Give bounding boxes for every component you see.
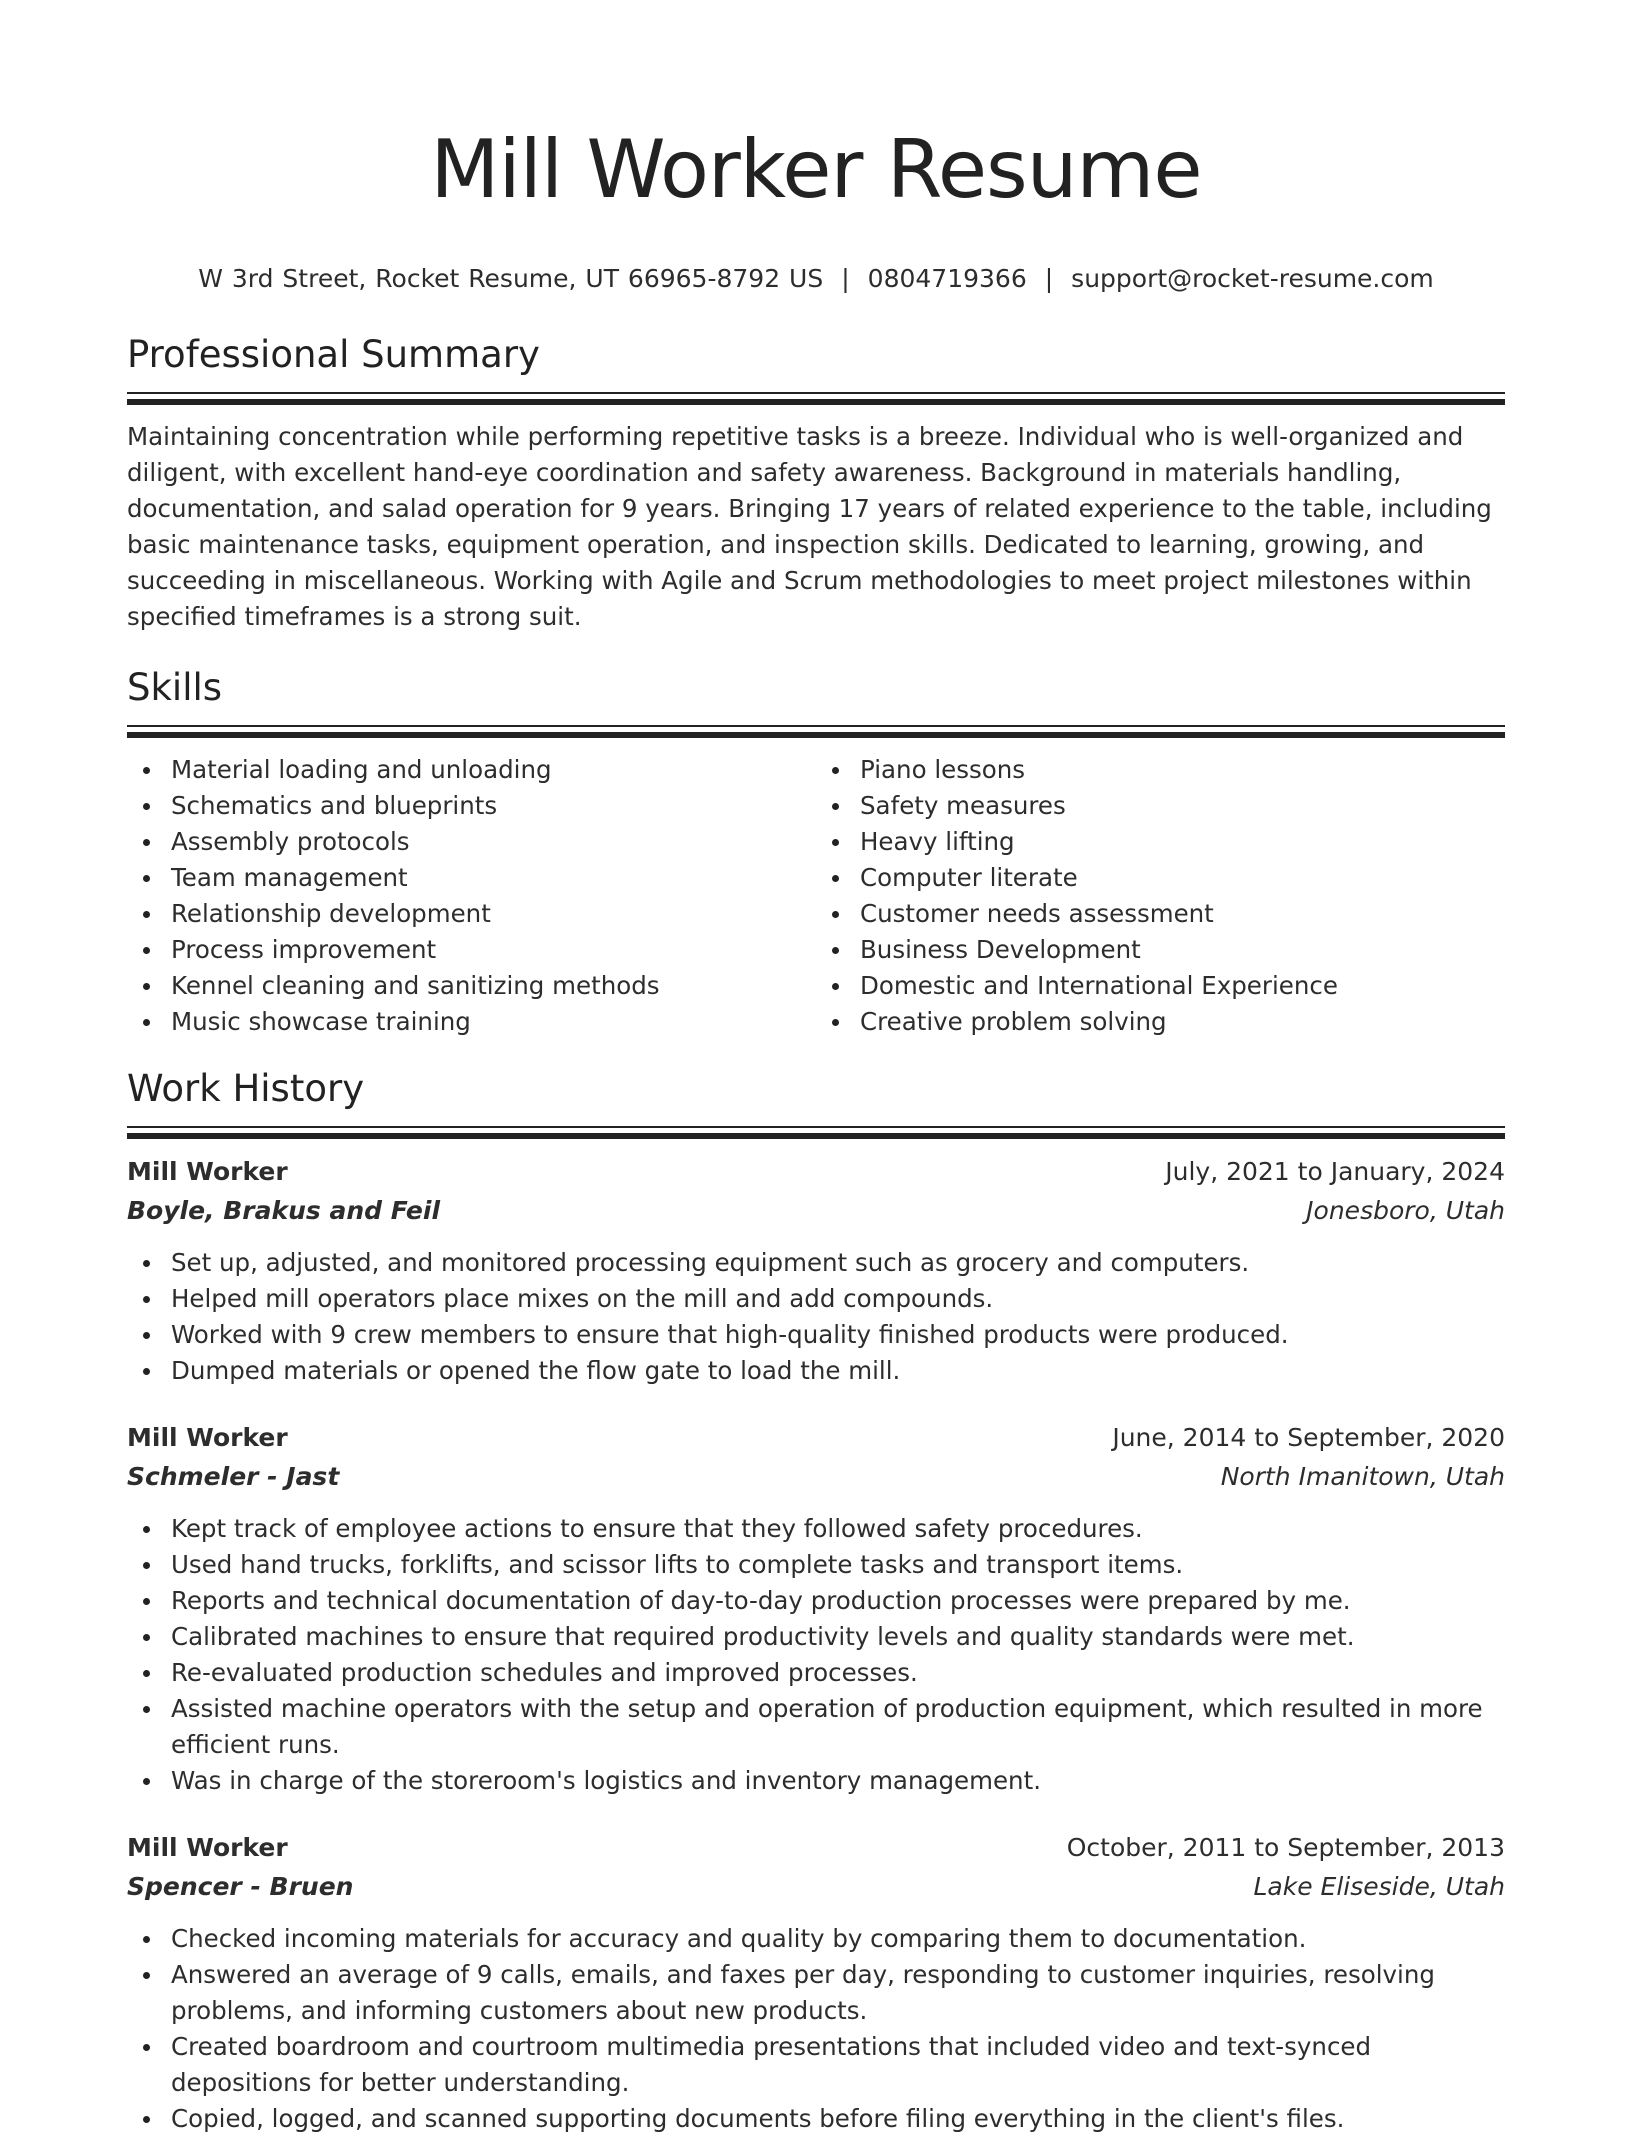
skill-item: Domestic and International Experience [860,968,1505,1004]
skill-item: Material loading and unloading [171,752,816,788]
skill-item: Process improvement [171,932,816,968]
job-bullet: Kept track of employee actions to ensure that they followed safety procedures. [171,1511,1505,1547]
summary-text: Maintaining concentration while performing repetitive tasks is a breeze. Individual who is well-organized and diligent, with excellent hand-eye coordination and safety awareness. Background in materials handling, documentation, and salad operation for 9 years. Bringing 17 years of related experience to the table, including basic maintenance tasks, equipment operation, and inspection skills. Dedicated to learning, growing, and succeeding in miscellaneous. Working with Agile and Scrum methodologies to meet project milestones within specified timeframes is a strong suit. [127,422,1492,631]
skill-item: Safety measures [860,788,1505,824]
job-entry [127,1153,1505,1389]
job-header-row [127,1829,1505,1867]
skill-item: Schematics and blueprints [171,788,816,824]
page-title: Mill Worker Resume [430,123,1202,216]
job-company-row [127,1191,1505,1231]
skill-item: Computer literate [860,860,1505,896]
contact-address: W 3rd Street, Rocket Resume, UT 66965-8792 US [198,264,824,293]
job-bullet-list [127,1245,1505,1389]
skill-item: Heavy lifting [860,824,1505,860]
job-bullet: Calibrated machines to ensure that required productivity levels and quality standards were met. [171,1619,1505,1655]
job-location: Jonesboro, Utah [1306,1196,1505,1225]
job-bullet: Answered an average of 9 calls, emails, and faxes per day, responding to customer inquiries, resolving problems, and informing customers about new products. [171,1957,1505,2029]
job-bullet: Checked incoming materials for accuracy and quality by comparing them to documentation. [171,1921,1505,1957]
job-bullet-list [127,1921,1505,2137]
job-bullet: Helped mill operators place mixes on the mill and add compounds. [171,1281,1505,1317]
section-heading-work: Work History [127,1067,365,1110]
job-header-row [127,1419,1505,1457]
skill-item: Music showcase training [171,1004,816,1040]
job-dates: October, 2011 to September, 2013 [1066,1833,1505,1862]
skill-item: Kennel cleaning and sanitizing methods [171,968,816,1004]
job-title: Mill Worker [127,1423,288,1452]
skill-item: Assembly protocols [171,824,816,860]
job-list [127,1153,1505,2137]
job-title: Mill Worker [127,1833,288,1862]
job-bullet-list [127,1511,1505,1799]
contact-separator: | [841,264,850,293]
job-bullet: Worked with 9 crew members to ensure that high-quality finished products were produced. [171,1317,1505,1353]
skills-columns [127,752,1505,1040]
section-divider [127,725,1505,738]
job-dates: July, 2021 to January, 2024 [1165,1157,1505,1186]
contact-line [127,262,1505,296]
skill-item: Relationship development [171,896,816,932]
job-header-row [127,1153,1505,1191]
skills-section [127,665,1505,1040]
job-bullet: Copied, logged, and scanned supporting documents before filing everything in the client's files. [171,2101,1505,2137]
job-location: North Imanitown, Utah [1220,1462,1505,1491]
work-section [127,1066,1505,2137]
job-company: Boyle, Brakus and Feil [127,1196,441,1225]
job-bullet: Created boardroom and courtroom multimedia presentations that included video and text-synced depositions for better understanding. [171,2029,1505,2101]
skill-item: Customer needs assessment [860,896,1505,932]
job-bullet: Used hand trucks, forklifts, and scissor lifts to complete tasks and transport items. [171,1547,1505,1583]
job-entry [127,1419,1505,1799]
skill-item: Piano lessons [860,752,1505,788]
skill-item: Team management [171,860,816,896]
job-bullet: Dumped materials or opened the flow gate to load the mill. [171,1353,1505,1389]
section-divider [127,392,1505,405]
skill-item: Business Development [860,932,1505,968]
skills-list-right [816,752,1505,1040]
job-location: Lake Eliseside, Utah [1253,1872,1505,1901]
job-entry [127,1829,1505,2137]
contact-phone: 0804719366 [867,264,1027,293]
job-bullet: Reports and technical documentation of day-to-day production processes were prepared by me. [171,1583,1505,1619]
skills-list-left [127,752,816,1040]
job-company: Schmeler - Jast [127,1462,340,1491]
contact-email: support@rocket-resume.com [1071,264,1434,293]
job-bullet: Set up, adjusted, and monitored processing equipment such as grocery and computers. [171,1245,1505,1281]
job-company-row [127,1867,1505,1907]
job-company: Spencer - Bruen [127,1872,354,1901]
contact-separator: | [1044,264,1054,293]
summary-section [127,332,1505,635]
job-title: Mill Worker [127,1157,288,1186]
job-bullet: Assisted machine operators with the setup and operation of production equipment, which resulted in more efficient runs. [171,1691,1505,1763]
section-divider [127,1126,1505,1139]
job-bullet: Re-evaluated production schedules and improved processes. [171,1655,1505,1691]
section-heading-summary: Professional Summary [127,333,540,376]
skill-item: Creative problem solving [860,1004,1505,1040]
job-bullet: Was in charge of the storeroom's logistics and inventory management. [171,1763,1505,1799]
job-company-row [127,1457,1505,1497]
job-dates: June, 2014 to September, 2020 [1112,1423,1505,1452]
section-heading-skills: Skills [127,666,223,709]
